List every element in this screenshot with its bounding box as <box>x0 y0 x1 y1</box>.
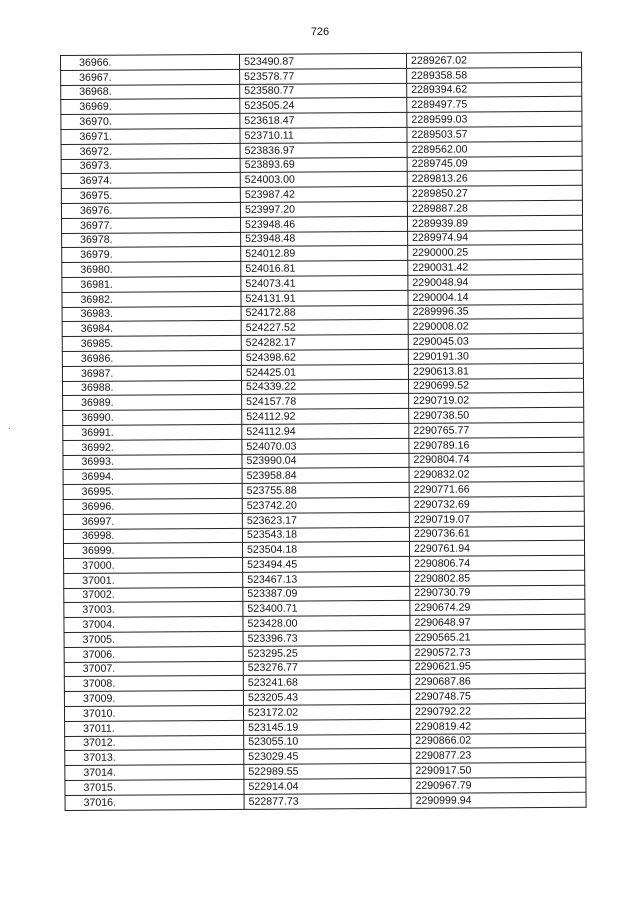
easting-cell: 524016.81 <box>241 261 408 277</box>
northing-cell: 2289497.75 <box>407 97 582 113</box>
northing-cell: 2290732.69 <box>409 496 584 512</box>
point-number-cell: 36973. <box>61 158 240 174</box>
easting-cell: 523396.73 <box>243 630 410 646</box>
easting-cell: 524112.94 <box>242 423 409 439</box>
point-number-cell: 37000. <box>64 557 243 573</box>
point-number-cell: 37014. <box>65 765 244 781</box>
point-number-cell: 36982. <box>62 291 241 307</box>
point-number-cell: 36979. <box>62 247 241 263</box>
point-number-cell: 37006. <box>64 646 243 662</box>
point-number-cell: 36970. <box>61 114 240 130</box>
point-number-cell: 36995. <box>63 484 242 500</box>
easting-cell: 523295.25 <box>243 645 410 661</box>
northing-cell: 2290719.02 <box>409 393 584 409</box>
easting-cell: 522877.73 <box>244 793 411 809</box>
point-number-cell: 37005. <box>64 631 243 647</box>
northing-cell: 2290802.85 <box>410 570 585 586</box>
northing-cell: 2289599.03 <box>407 112 582 128</box>
point-number-cell: 37009. <box>64 691 243 707</box>
northing-cell: 2290687.86 <box>410 674 585 690</box>
northing-cell: 2289503.57 <box>407 126 582 142</box>
easting-cell: 523710.11 <box>240 127 407 143</box>
northing-cell: 2290699.52 <box>408 378 583 394</box>
easting-cell: 522989.55 <box>244 764 411 780</box>
northing-cell: 2290804.74 <box>409 452 584 468</box>
easting-cell: 523543.18 <box>242 527 409 543</box>
easting-cell: 523578.77 <box>240 68 407 84</box>
northing-cell: 2290674.29 <box>410 600 585 616</box>
northing-cell: 2289939.89 <box>407 215 582 231</box>
easting-cell: 523504.18 <box>242 542 409 558</box>
northing-cell: 2290748.75 <box>410 689 585 705</box>
easting-cell: 523958.84 <box>242 468 409 484</box>
point-number-cell: 37001. <box>64 572 243 588</box>
point-number-cell: 36978. <box>62 232 241 248</box>
easting-cell: 524282.17 <box>241 335 408 351</box>
easting-cell: 523623.17 <box>242 512 409 528</box>
easting-cell: 523990.04 <box>242 453 409 469</box>
easting-cell: 523055.10 <box>244 734 411 750</box>
easting-cell: 524398.62 <box>241 349 408 365</box>
northing-cell: 2290004.14 <box>408 289 583 305</box>
point-number-cell: 37007. <box>64 661 243 677</box>
table-row <box>65 792 586 810</box>
point-number-cell: 37015. <box>65 779 244 795</box>
northing-cell: 2290765.77 <box>409 422 584 438</box>
coordinates-table <box>60 52 587 811</box>
northing-cell: 2290967.79 <box>411 777 586 793</box>
easting-cell: 523987.42 <box>240 187 407 203</box>
easting-cell: 523428.00 <box>243 616 410 632</box>
northing-cell: 2290877.23 <box>411 748 586 764</box>
point-number-cell: 36972. <box>61 143 240 159</box>
point-number-cell: 37011. <box>65 720 244 736</box>
northing-cell: 2290008.02 <box>408 319 583 335</box>
northing-cell: 2289974.94 <box>408 230 583 246</box>
easting-cell: 523893.69 <box>240 157 407 173</box>
point-number-cell: 36988. <box>62 380 241 396</box>
northing-cell: 2290761.94 <box>409 541 584 557</box>
northing-cell: 2290819.42 <box>411 718 586 734</box>
point-number-cell: 36981. <box>62 276 241 292</box>
northing-cell: 2290999.94 <box>411 792 586 808</box>
point-number-cell: 36987. <box>62 365 241 381</box>
easting-cell: 523029.45 <box>244 749 411 765</box>
northing-cell: 2289745.09 <box>407 156 582 172</box>
point-number-cell: 36992. <box>63 439 242 455</box>
point-number-cell: 36984. <box>62 321 241 337</box>
point-number-cell: 37003. <box>64 602 243 618</box>
northing-cell: 2290789.16 <box>409 437 584 453</box>
point-number-cell: 37004. <box>64 617 243 633</box>
point-number-cell: 37002. <box>64 587 243 603</box>
easting-cell: 523400.71 <box>243 601 410 617</box>
northing-cell: 2290048.94 <box>408 274 583 290</box>
northing-cell: 2290738.50 <box>409 407 584 423</box>
easting-cell: 523494.45 <box>243 556 410 572</box>
easting-cell: 523948.48 <box>241 231 408 247</box>
point-number-cell: 36999. <box>63 543 242 559</box>
easting-cell: 524012.89 <box>241 246 408 262</box>
point-number-cell: 36985. <box>62 336 241 352</box>
easting-cell: 523618.47 <box>240 113 407 129</box>
page-number: 726 <box>310 26 330 38</box>
coordinates-table-body <box>61 52 587 810</box>
easting-cell: 524073.41 <box>241 275 408 291</box>
northing-cell: 2289887.28 <box>407 200 582 216</box>
northing-cell: 2290866.02 <box>411 733 586 749</box>
easting-cell: 523755.88 <box>242 482 409 498</box>
northing-cell: 2290917.50 <box>411 763 586 779</box>
northing-cell: 2290621.95 <box>410 659 585 675</box>
easting-cell: 523276.77 <box>243 660 410 676</box>
point-number-cell: 36994. <box>63 469 242 485</box>
point-number-cell: 36986. <box>62 350 241 366</box>
point-number-cell: 36998. <box>63 528 242 544</box>
point-number-cell: 36974. <box>61 173 240 189</box>
easting-cell: 523205.43 <box>243 690 410 706</box>
point-number-cell: 37008. <box>64 676 243 692</box>
northing-cell: 2289850.27 <box>407 185 582 201</box>
easting-cell: 523145.19 <box>244 719 411 735</box>
point-number-cell: 36990. <box>63 410 242 426</box>
easting-cell: 522914.04 <box>244 778 411 794</box>
point-number-cell: 36997. <box>63 513 242 529</box>
point-number-cell: 36977. <box>61 217 240 233</box>
northing-cell: 2289394.62 <box>407 82 582 98</box>
easting-cell: 524172.88 <box>241 305 408 321</box>
northing-cell: 2290572.73 <box>410 644 585 660</box>
northing-cell: 2290648.97 <box>410 615 585 631</box>
point-number-cell: 36971. <box>61 128 240 144</box>
easting-cell: 524003.00 <box>240 172 407 188</box>
easting-cell: 523948.46 <box>240 216 407 232</box>
point-number-cell: 37013. <box>65 750 244 766</box>
northing-cell: 2289562.00 <box>407 141 582 157</box>
point-number-cell: 36993. <box>63 454 242 470</box>
easting-cell: 523505.24 <box>240 98 407 114</box>
point-number-cell: 36976. <box>61 202 240 218</box>
northing-cell: 2290719.07 <box>409 511 584 527</box>
easting-cell: 523997.20 <box>240 201 407 217</box>
point-number-cell: 36983. <box>62 306 241 322</box>
northing-cell: 2289267.02 <box>406 52 581 68</box>
easting-cell: 523467.13 <box>243 571 410 587</box>
point-number-cell: 36966. <box>61 54 240 70</box>
easting-cell: 523742.20 <box>242 497 409 513</box>
northing-cell: 2290730.79 <box>410 585 585 601</box>
point-number-cell: 37010. <box>64 705 243 721</box>
northing-cell: 2289996.35 <box>408 304 583 320</box>
northing-cell: 2290832.02 <box>409 467 584 483</box>
northing-cell: 2290031.42 <box>408 259 583 275</box>
northing-cell: 2290000.25 <box>408 245 583 261</box>
northing-cell: 2290045.03 <box>408 333 583 349</box>
northing-cell: 2289358.58 <box>407 67 582 83</box>
northing-cell: 2290565.21 <box>410 629 585 645</box>
point-number-cell: 36996. <box>63 498 242 514</box>
easting-cell: 523580.77 <box>240 83 407 99</box>
point-number-cell: 36969. <box>61 99 240 115</box>
northing-cell: 2290792.22 <box>410 703 585 719</box>
easting-cell: 524131.91 <box>241 290 408 306</box>
point-number-cell: 36975. <box>61 188 240 204</box>
easting-cell: 524227.52 <box>241 320 408 336</box>
margin-dot: · <box>8 423 11 433</box>
easting-cell: 524112.92 <box>242 409 409 425</box>
easting-cell: 524070.03 <box>242 438 409 454</box>
easting-cell: 523172.02 <box>243 704 410 720</box>
northing-cell: 2289813.26 <box>407 171 582 187</box>
easting-cell: 523387.09 <box>243 586 410 602</box>
northing-cell: 2290613.81 <box>408 363 583 379</box>
point-number-cell: 36980. <box>62 262 241 278</box>
northing-cell: 2290806.74 <box>410 555 585 571</box>
easting-cell: 524157.78 <box>242 394 409 410</box>
easting-cell: 523241.68 <box>243 675 410 691</box>
point-number-cell: 36989. <box>63 395 242 411</box>
northing-cell: 2290771.66 <box>409 481 584 497</box>
point-number-cell: 37012. <box>65 735 244 751</box>
northing-cell: 2290736.61 <box>409 526 584 542</box>
easting-cell: 523490.87 <box>239 53 406 69</box>
easting-cell: 524339.22 <box>241 379 408 395</box>
point-number-cell: 36968. <box>61 84 240 100</box>
easting-cell: 523836.97 <box>240 142 407 158</box>
point-number-cell: 37016. <box>65 794 244 810</box>
point-number-cell: 36967. <box>61 69 240 85</box>
point-number-cell: 36991. <box>63 424 242 440</box>
northing-cell: 2290191.30 <box>408 348 583 364</box>
easting-cell: 524425.01 <box>241 364 408 380</box>
